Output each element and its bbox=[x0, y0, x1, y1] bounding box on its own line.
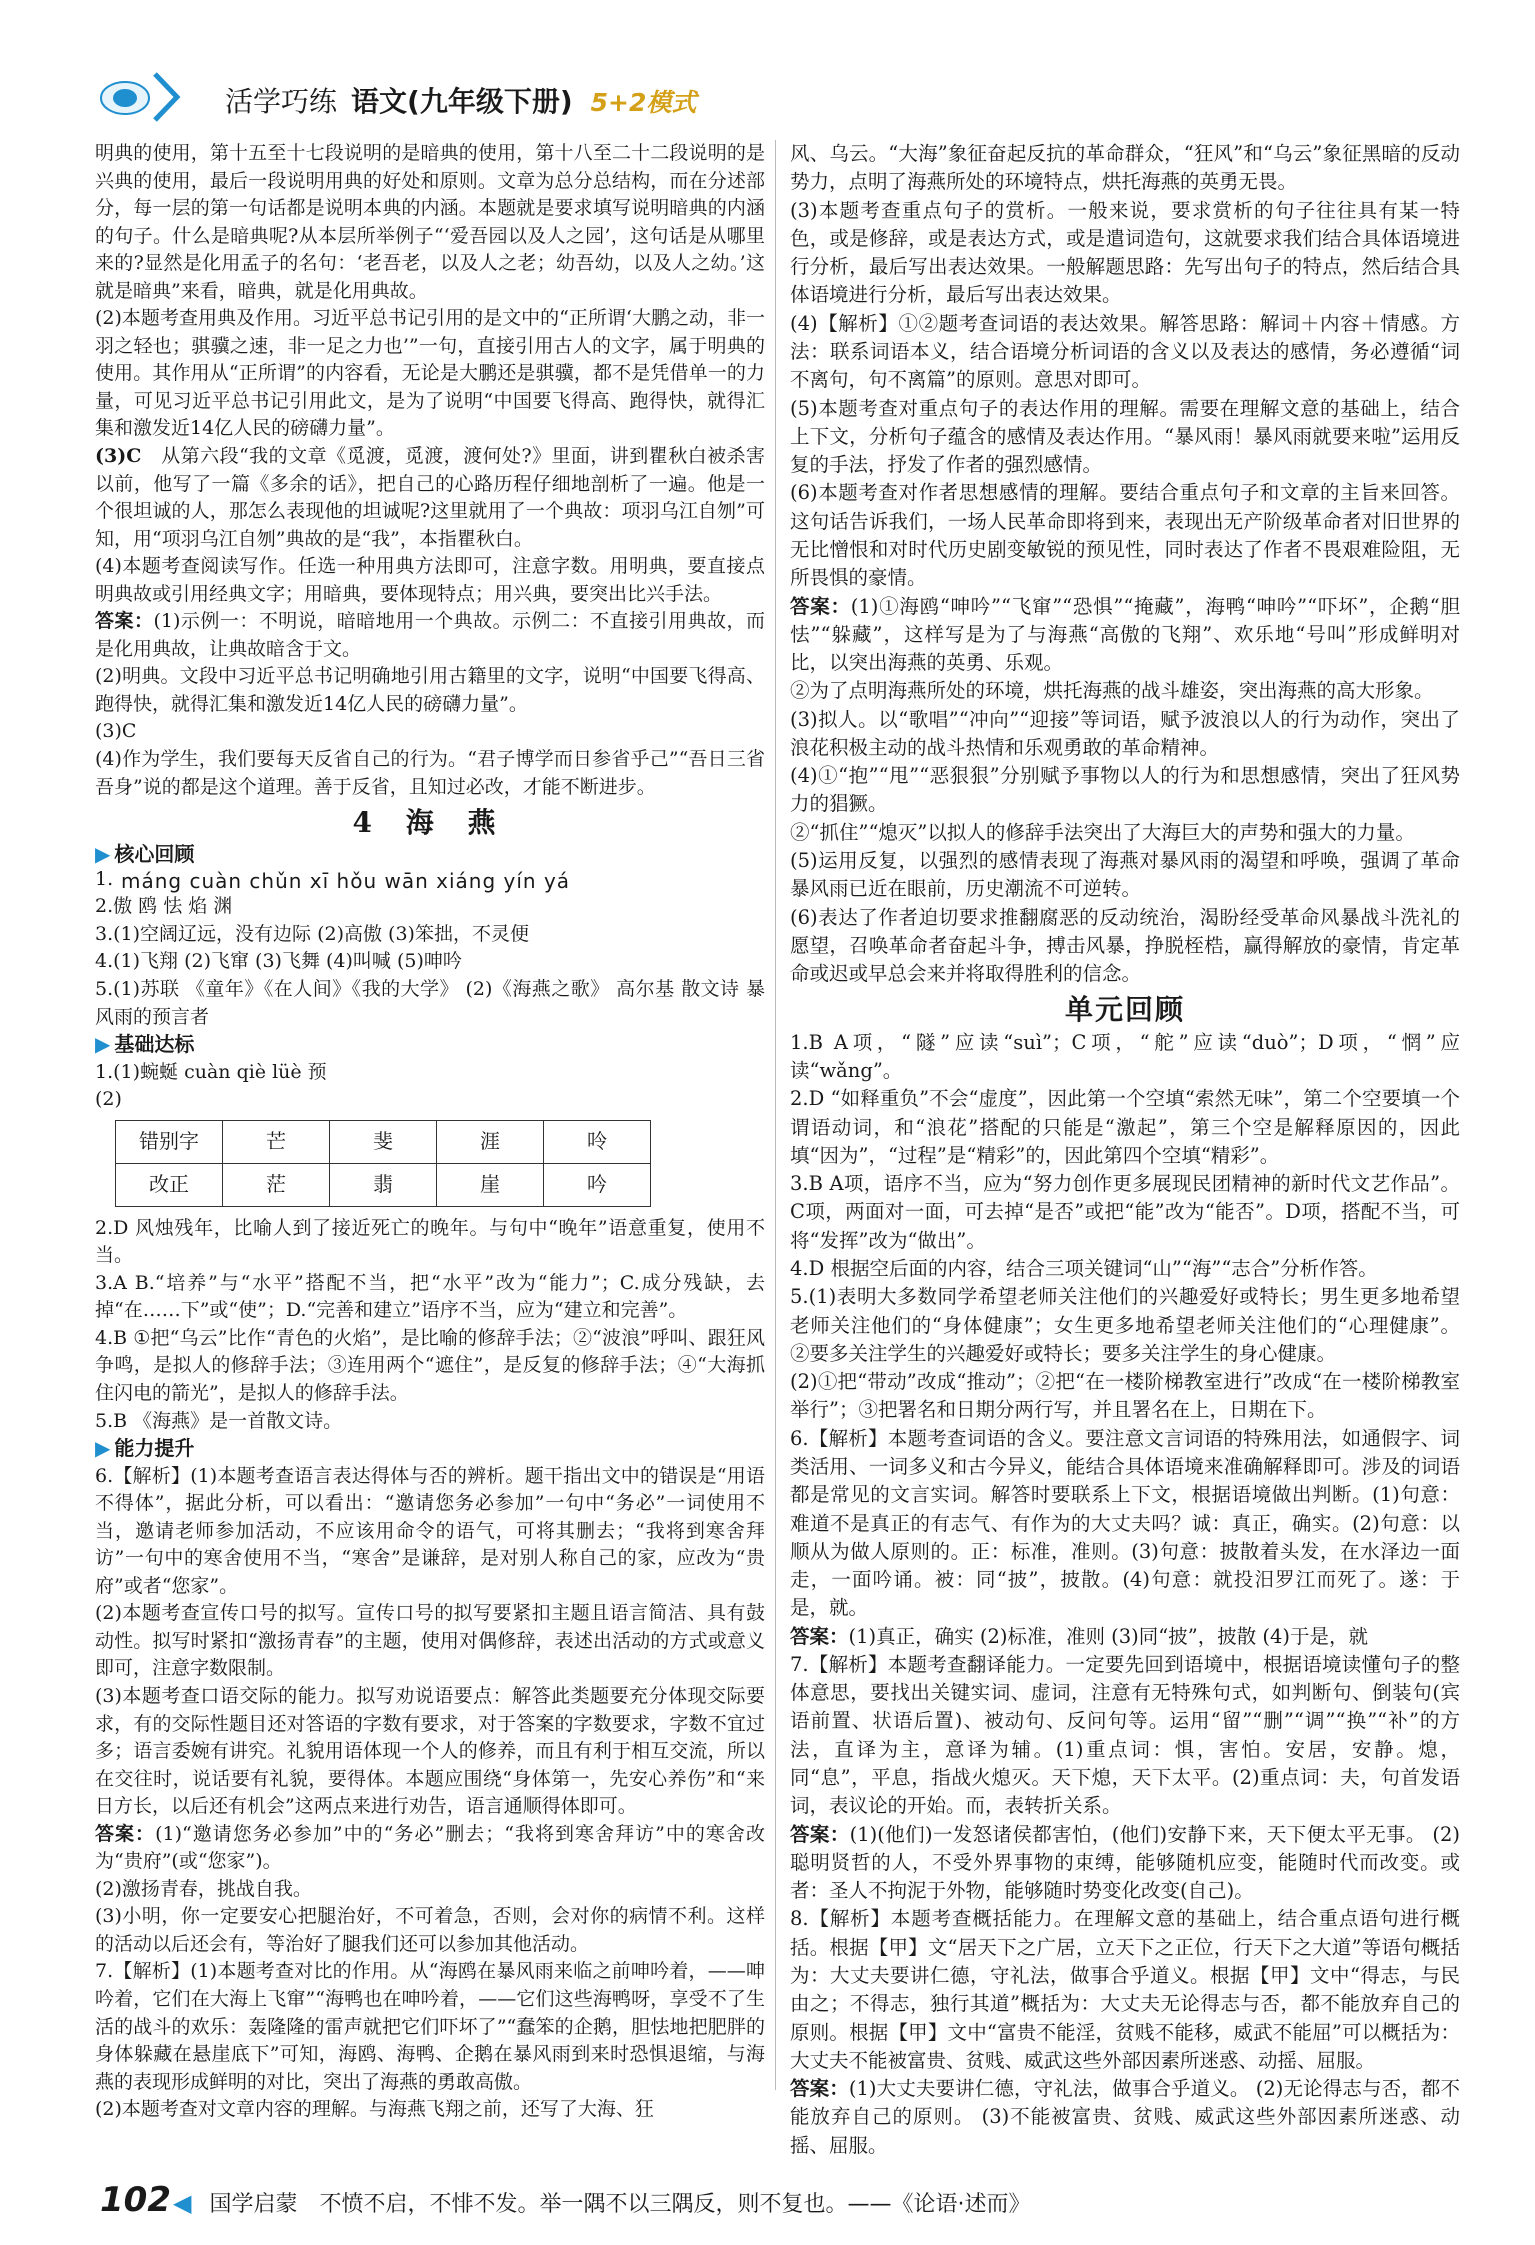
answer: (2)激扬青春，挑战自我。 bbox=[95, 1877, 312, 1900]
list-item: 3.B A项，语序不当，应为“努力创作更多展现民团精神的新时代文艺作品”。C项，两面对一面，可去掉“是否”或把“能”改为“能否”。D项，搭配不当，可将“发挥”改为“做出”。 bbox=[790, 1172, 1460, 1252]
answer: 答案：(1)示例一：不明说，暗暗地用一个典故。示例二：不直接引用典故，而是化用典故，让典故暗含于文。 bbox=[95, 610, 765, 660]
paragraph: 明典的使用，第十五至十七段说明的是暗典的使用，第十八至二十二段说明的是兴典的使用，最后一段说明用典的好处和原则。文章为总分总结构，而在分述部分，每一层的第一句话都是说明本典的内涵。本题就是要求填写说明暗典的内涵的句子。什么是暗典呢?从本层所举例子“‘爱吾园以及人之园’，这句话是从哪里来的?显然是化用孟子的名句：‘老吾老，以及人之老；幼吾幼，以及人之幼。’这就是暗典”来看，暗典，就是化用典故。 bbox=[95, 142, 765, 302]
table-cell: 改正 bbox=[116, 1163, 223, 1206]
answer: 答案：(1)①海鸥“呻吟”“飞窜”“恐惧”“掩藏”，海鸭“呻吟”“吓坏”，企鹅“胆怯”“躲藏”，这样写是为了与海燕“高傲的飞翔”、欢乐地“号叫”形成鲜明对比，以突出海燕的英勇、乐观。 bbox=[790, 594, 1460, 675]
list-item: 2.D 风烛残年，比喻人到了接近死亡的晚年。与句中“晚年”语意重复，使用不当。 bbox=[95, 1216, 765, 1267]
book-logo-icon bbox=[95, 70, 190, 124]
paragraph: (5)本题考查对重点句子的表达作用的理解。需要在理解文意的基础上，结合上下文，分析句子蕴含的感情及表达作用。“暴风雨！暴风雨就要来啦”运用反复的手法，抒发了作者的强烈感情。 bbox=[790, 396, 1460, 477]
answer: 答案：(1)真正，确实 (2)标准，准则 (3)同“披”，披散 (4)于是，就 bbox=[790, 1624, 1369, 1648]
list-item: 2.D “如释重负”不会“虚度”，因此第一个空填“索然无味”，第二个空要填一个谓语动词，和“浪花”搭配的只能是“激起”，第三个空是解释原因的，因此填“因为”，“过程”是“精彩”的，因此第四个空填“精彩”。 bbox=[790, 1087, 1460, 1167]
table-cell: 茫 bbox=[223, 1163, 330, 1206]
arrow-left-icon: ◀ bbox=[172, 2189, 192, 2217]
footer-label: 国学启蒙 bbox=[209, 2192, 298, 2217]
section-title: 4 海 燕 bbox=[352, 806, 508, 840]
paragraph: 风、乌云。“大海”象征奋起反抗的革命群众，“狂风”和“乌云”象征黑暗的反动势力，点明了海燕所处的环境特点，烘托海燕的英勇无畏。 bbox=[790, 142, 1460, 194]
table-cell: 芒 bbox=[223, 1120, 330, 1163]
right-column bbox=[790, 140, 1460, 2160]
pinyin-row: máng cuàn chǔn xī hǒu wān xiáng yín yá bbox=[121, 869, 571, 894]
answer: (5)运用反复，以强烈的感情表现了海燕对暴风雨的渴望和呼唤，强调了革命暴风雨已近在眼前，历史潮流不可逆转。 bbox=[790, 849, 1460, 901]
list-item: (2) bbox=[95, 1088, 122, 1111]
table-cell: 呤 bbox=[544, 1120, 651, 1163]
book-title: 活学巧练 语文(九年级下册) 5+2模式 bbox=[225, 85, 697, 118]
paragraph: (2)本题考查宣传口号的拟写。宣传口号的拟写要紧扣主题且语言简洁、具有鼓动性。拟写时紧扣“激扬青春”的主题，使用对偶修辞，表述出活动的方式或意义即可，注意字数限制。 bbox=[95, 1602, 765, 1680]
paragraph: (4)本题考查阅读写作。任选一种用典方法即可，注意字数。用明典，要直接点明典故或引用经典文字；用暗典，要体现特点；用兴典，要突出比兴手法。 bbox=[95, 555, 765, 605]
answer: 答案：(1)“邀请您务必参加”中的“务必”删去；“我将到寒舍拜访”中的寒舍改为“贵府”(或“您家”)。 bbox=[95, 1822, 765, 1873]
answer: (6)表达了作者迫切要求推翻腐恶的反动统治，渴盼经受革命风暴战斗洗礼的愿望，召唤革命者奋起斗争，搏击风暴，挣脱桎梏，赢得解放的豪情，肯定革命或迟或早总会来并将取得胜利的信念。 bbox=[790, 905, 1460, 986]
table-cell: 翡 bbox=[330, 1163, 437, 1206]
page-number: 102 bbox=[100, 2180, 171, 2220]
list-item: 8.【解析】本题考查概括能力。在理解文意的基础上，结合重点语句进行概括。根据【甲】文“居天下之广居，立天下之正位，行天下之大道”等语句概括为：大丈夫要讲仁德，守礼法，做事合乎道义。根据【甲】文中“得志，与民由之；不得志，独行其道”概括为：大丈夫无论得志与否，都不能放弃自己的原则。根据【甲】文中“富贵不能淫，贫贱不能移，威武不能屈”可以概括为：大丈夫不能被富贵、贫贱、威武这些外部因素所迷惑、动摇、屈服。 bbox=[790, 1907, 1460, 2072]
list-item: 1.(1)蜿蜒 cuàn qiè lüè 预 bbox=[95, 1060, 327, 1083]
paragraph: (2)本题考查对文章内容的理解。与海燕飞翔之前，还写了大海、狂 bbox=[95, 2098, 654, 2121]
list-item: (2)①把“带动”改成“推动”；②把“在一楼阶梯教室进行”改成“在一楼阶梯教室举行”；③把署名和日期分两行写，并且署名在上，日期在下。 bbox=[790, 1370, 1460, 1422]
answer: 答案：(1)大丈夫要讲仁德，守礼法，做事合乎道义。 (2)无论得志与否，都不能放弃自己的原则。 (3)不能被富贵、贫贱、威武这些外部因素所迷惑、动摇、屈服。 bbox=[790, 2077, 1460, 2157]
answer: (4)①“抱”“甩”“恶狠狠”分别赋予事物以人的行为和思想感情，突出了狂风势力的猖獗。 bbox=[790, 764, 1460, 816]
list-item: 3.(1)空阔辽远，没有边际 (2)高傲 (3)笨拙，不灵便 bbox=[95, 922, 529, 945]
left-column bbox=[95, 140, 765, 2124]
unit-review-title: 单元回顾 bbox=[1064, 993, 1185, 1027]
list-item: 1.B A项，“隧”应读“suì”；C项，“舵”应读“duò”；D项，“惘”应读“wǎng”。 bbox=[790, 1030, 1460, 1082]
page-footer bbox=[100, 2180, 1480, 2220]
list-item: 7.【解析】(1)本题考查对比的作用。从“海鸥在暴风雨来临之前呻吟着，——呻吟着，它们在大海上飞窜”“海鸭也在呻吟着，——它们这些海鸭呀，享受不了生活的战斗的欢乐：轰隆隆的雷声就把它们吓坏了”“蠢笨的企鹅，胆怯地把肥胖的身体躲藏在悬崖底下”可知，海鸥、海鸭、企鹅在暴风雨到来时恐惧退缩，与海燕的表现形成鲜明的对比，突出了海燕的勇敢高傲。 bbox=[95, 1960, 765, 2093]
correction-table bbox=[115, 1120, 651, 1207]
paragraph: (4)【解析】①②题考查词语的表达效果。解答思路：解词＋内容＋情感。方法：联系词语本义，结合语境分析词语的含义以及表达的感情，务必遵循“词不离句，句不离篇”的原则。意思对即可。 bbox=[790, 311, 1460, 392]
column-divider bbox=[775, 140, 776, 2090]
answer: (3)C bbox=[95, 720, 137, 743]
list-item: 2.傲 鸥 怯 焰 渊 bbox=[95, 895, 233, 918]
page-header bbox=[95, 70, 1475, 130]
paragraph: (3)本题考查口语交际的能力。拟写劝说语要点：解答此类题要充分体现交际要求，有的交际性题目还对答语的字数有要求，对于答案的字数要求，字数不宜过多；语言委婉有讲究。礼貌用语体现一个人的修养，而且有利于相互交流，所以在交往时，说话要有礼貌，要得体。本题应围绕“身体第一，先安心养伤”和“来日方长，以后还有机会”这两点来进行劝告，语言通顺得体即可。 bbox=[95, 1684, 765, 1818]
paragraph: (2)本题考查用典及作用。习近平总书记引用的是文中的“正所谓‘大鹏之动，非一羽之轻也；骐骥之速，非一足之力也’”一句，直接引用古人的文字，属于明典的使用。其作用从“正所谓”的内容看，无论是大鹏还是骐骥，都不是凭借单一的力量，可见习近平总书记引用此文，是为了说明“中国要飞得高、跑得快，就得汇集和激发近14亿人民的磅礴力量”。 bbox=[95, 307, 765, 440]
list-item: 4.B ①把“乌云”比作“青色的火焰”，是比喻的修辞手法；②“波浪”呼叫、跟狂风争鸣，是拟人的修辞手法；③连用两个“遮住”，是反复的修辞手法；④“大海抓住闪电的箭光”，是拟人的修辞手法。 bbox=[95, 1326, 765, 1404]
answer: (2)明典。文段中习近平总书记明确地引用古籍里的文字，说明“中国要飞得高、跑得快，就得汇集和激发近14亿人民的磅礴力量”。 bbox=[95, 665, 765, 715]
answer: ②“抓住”“熄灭”以拟人的修辞手法突出了大海巨大的声势和强大的力量。 bbox=[790, 820, 1415, 844]
subsection-ability: ▶ 能力提升 bbox=[95, 1436, 195, 1461]
list-item: 5.(1)苏联 《童年》《在人间》《我的大学》 (2)《海燕之歌》 高尔基 散文诗 暴风雨的预言者 bbox=[95, 977, 765, 1028]
paragraph: (3)C 从第六段“我的文章《觅渡，觅渡，渡何处?》里面，讲到瞿秋白被杀害以前，他写了一篇《多余的话》，把自己的心路历程仔细地剖析了一遍。他是一个很坦诚的人，那怎么表现他的坦诚呢?这里就用了一个典故：项羽乌江自刎”可知，用“项羽乌江自刎”典故的是“我”，本指瞿秋白。 bbox=[95, 445, 765, 550]
list-item: 5.(1)表明大多数同学希望老师关注他们的兴趣爱好或特长；男生更多地希望老师关注他们的“身体健康”；女生更多地希望老师关注他们的“心理健康”。 ②要多关注学生的兴趣爱好或特长；要多关注学生的身心健康。 bbox=[790, 1285, 1460, 1365]
list-item: 1. bbox=[95, 867, 114, 890]
list-item: 4.(1)飞翔 (2)飞窜 (3)飞舞 (4)叫喊 (5)呻吟 bbox=[95, 950, 462, 973]
table-cell: 崖 bbox=[437, 1163, 544, 1206]
paragraph: (6)本题考查对作者思想感情的理解。要结合重点句子和文章的主旨来回答。这句话告诉我们，一场人民革命即将到来，表现出无产阶级革命者对旧世界的无比憎恨和对时代历史剧变敏锐的预见性，同时表达了作者不畏艰难险阻，无所畏惧的豪情。 bbox=[790, 481, 1460, 590]
list-item: 7.【解析】本题考查翻译能力。一定要先回到语境中，根据语境读懂句子的整体意思，要找出关键实词、虚词，注意有无特殊句式，如判断句、倒装句(宾语前置、状语后置)、被动句、反问句等。运用“留”“删”“调”“换”“补”的方法，直译为主，意译为辅。(1)重点词：惧，害怕。安居，安静。熄，同“息”，平息，指战火熄灭。天下熄，天下太平。(2)重点词：夫，句首发语词，表议论的开始。而，表转折关系。 bbox=[790, 1652, 1460, 1818]
paragraph: (3)本题考查重点句子的赏析。一般来说，要求赏析的句子往往具有某一特色，或是修辞，或是表达方式，或是遣词造句，这就要求我们结合具体语境进行分析，最后写出表达效果。一般解题思路：先写出句子的特点，然后结合具体语境进行分析，最后写出表达效果。 bbox=[790, 198, 1460, 307]
subsection-basic: ▶ 基础达标 bbox=[95, 1032, 195, 1057]
list-item: 3.A B.“培养”与“水平”搭配不当，把“水平”改为“能力”；C.成分残缺，去掉“在……下”或“使”；D.“完善和建立”语序不当，应为“建立和完善”。 bbox=[95, 1271, 765, 1322]
subsection-core-review: ▶ 核心回顾 bbox=[95, 841, 195, 866]
answer: (4)作为学生，我们要每天反省自己的行为。“君子博学而日参省乎己”“吾日三省吾身”说的都是这个道理。善于反省，且知过必改，才能不断进步。 bbox=[95, 748, 765, 798]
answer: (3)小明，你一定要安心把腿治好，不可着急，否则，会对你的病情不利。这样的活动以后还会有，等治好了腿我们还可以参加其他活动。 bbox=[95, 1905, 765, 1955]
table-cell: 涯 bbox=[437, 1120, 544, 1163]
answer: (3)拟人。以“歌唱”“冲向”“迎接”等词语，赋予波浪以人的行为动作，突出了浪花积极主动的战斗热情和乐观勇敢的革命精神。 bbox=[790, 707, 1460, 759]
footer-quote: 不愤不启，不悱不发。举一隅不以三隅反，则不复也。——《论语·述而》 bbox=[319, 2192, 1031, 2217]
list-item: 6.【解析】(1)本题考查语言表达得体与否的辨析。题干指出文中的错误是“用语不得体”，据此分析，可以看出：“邀请您务必参加”一句中“务必”一词使用不当，邀请老师参加活动，不应该用命令的语气，可将其删去；“我将到寒舍拜访”一句中的寒舍使用不当，“寒舍”是谦辞，是对别人称自己的家，应改为“贵府”或者“您家”。 bbox=[95, 1464, 765, 1597]
answer: ②为了点明海燕所处的环境，烘托海燕的战斗雄姿，突出海燕的高大形象。 bbox=[790, 679, 1434, 703]
list-item: 4.D 根据空后面的内容，结合三项关键词“山”“海”“志合”分析作答。 bbox=[790, 1256, 1378, 1280]
answer: 答案：(1)(他们)一发怒诸侯都害怕，(他们)安静下来，天下便太平无事。 (2)聪明贤哲的人，不受外界事物的束缚，能够随机应变，能随时代而改变。或者：圣人不拘泥于外物，能够随时势变化改变(自己)。 bbox=[790, 1822, 1460, 1903]
table-cell: 错别字 bbox=[116, 1120, 223, 1163]
list-item: 6.【解析】本题考查词语的含义。要注意文言词语的特殊用法，如通假字、词类活用、一词多义和古今异义，能结合具体语境来准确解释即可。涉及的词语都是常见的文言实词。解答时要联系上下文，根据语境做出判断。(1)句意：难道不是真正的有志气、有作为的大丈夫吗？诚：真正，确实。(2)句意：以顺从为做人原则的。正：标准，准则。(3)句意：披散着头发，在水泽边一面走，一面吟诵。被：同“披”，披散。(4)句意：就投汨罗江而死了。遂：于是，就。 bbox=[790, 1426, 1460, 1620]
table-cell: 斐 bbox=[330, 1120, 437, 1163]
list-item: 5.B 《海燕》是一首散文诗。 bbox=[95, 1409, 343, 1432]
table-cell: 吟 bbox=[544, 1163, 651, 1206]
